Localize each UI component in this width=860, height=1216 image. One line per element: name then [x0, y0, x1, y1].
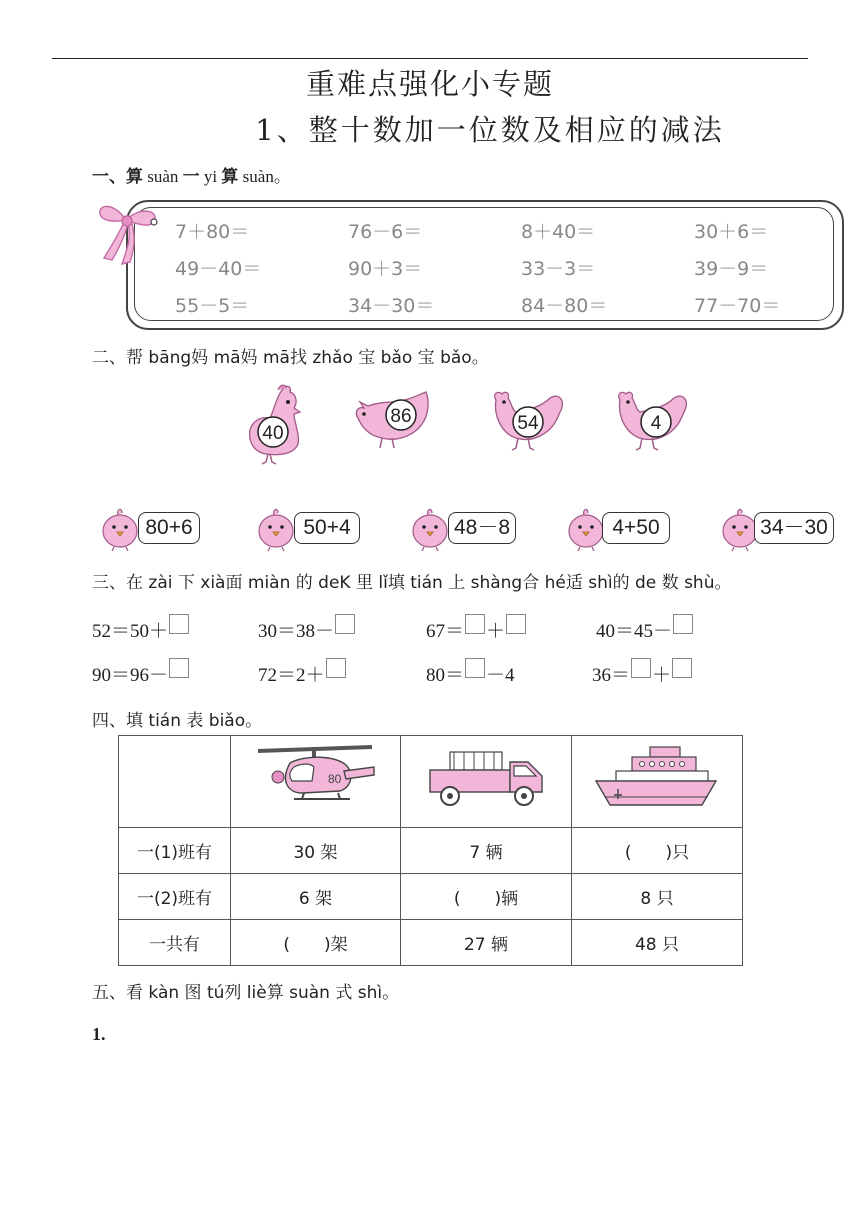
- fill-equation: 52＝50＋: [92, 614, 190, 643]
- answer-box[interactable]: [465, 658, 485, 678]
- answer-box[interactable]: [465, 614, 485, 634]
- fill-equation: 67＝ ＋: [426, 614, 527, 643]
- equation: 90＋3＝: [348, 258, 423, 280]
- table-corner: [119, 736, 231, 828]
- hen-number: 54: [517, 413, 539, 434]
- answer-box[interactable]: [672, 658, 692, 678]
- fill-equation: 36＝ ＋: [592, 658, 693, 687]
- answer-box[interactable]: [326, 658, 346, 678]
- equation: 7＋80＝: [175, 221, 250, 243]
- section1-heading: 一、算 suàn 一 yi 算 suàn。: [92, 167, 291, 187]
- truck-icon: [424, 744, 548, 814]
- hen-icon: [240, 382, 314, 466]
- chick-expression: 4+50: [602, 512, 670, 544]
- row-label: 一(1)班有: [119, 828, 231, 874]
- header-rule: [52, 58, 808, 59]
- chick-expression: 34－30: [754, 512, 834, 544]
- hen-number: 4: [650, 413, 662, 434]
- section2-heading: 二、帮 bāng妈 mā妈 mā找 zhǎo 宝 bǎo 宝 bǎo。: [92, 348, 489, 368]
- answer-box[interactable]: [506, 614, 526, 634]
- table-cell: 30 架: [231, 828, 401, 874]
- chick-icon: [100, 505, 142, 551]
- answer-box[interactable]: [673, 614, 693, 634]
- chick-expression: 48－8: [448, 512, 516, 544]
- table-cell: 8 只: [572, 874, 743, 920]
- hen-number: 40: [262, 423, 284, 444]
- page-title: 重难点强化小专题: [305, 67, 554, 101]
- chick-icon: [410, 505, 452, 551]
- hen-icon: [352, 388, 434, 454]
- section4-heading: 四、填 tián 表 biǎo。: [92, 711, 263, 731]
- section3-heading: 三、在 zài 下 xià面 miàn 的 deK 里 lǐ填 tián 上 shàng合 hé适 shì的 de 数 shù。: [92, 573, 732, 593]
- table-cell: 7 辆: [401, 828, 572, 874]
- chick-expression: 80+6: [138, 512, 200, 544]
- answer-box[interactable]: [169, 658, 189, 678]
- equation: 30＋6＝: [694, 221, 769, 243]
- helicopter-icon: [254, 741, 378, 817]
- equation: 33－3＝: [521, 258, 596, 280]
- equation: 84－80＝: [521, 295, 608, 317]
- table-cell: 6 架: [231, 874, 401, 920]
- table-cell-blank[interactable]: ( )架: [231, 920, 401, 966]
- equation: 76－6＝: [348, 221, 423, 243]
- fill-equation: 90＝96－: [92, 658, 190, 687]
- row-label: 一(2)班有: [119, 874, 231, 920]
- ship-cell: [572, 736, 743, 828]
- fill-equation: 30＝38－: [258, 614, 356, 643]
- hen-number: 86: [390, 406, 412, 427]
- row-label: 一共有: [119, 920, 231, 966]
- answer-box[interactable]: [169, 614, 189, 634]
- hen-icon: [486, 388, 566, 456]
- ribbon-icon: [96, 196, 168, 268]
- equation: 8＋40＝: [521, 221, 596, 243]
- svg-text:80: 80: [327, 772, 341, 786]
- fill-equation: 72＝2＋: [258, 658, 347, 687]
- table-cell-blank[interactable]: ( )只: [572, 828, 743, 874]
- chick-icon: [256, 505, 298, 551]
- equation: 49－40＝: [175, 258, 262, 280]
- page-subtitle: 1、整十数加一位数及相应的减法: [255, 113, 725, 147]
- equation: 39－9＝: [694, 258, 769, 280]
- equation: 77－70＝: [694, 295, 781, 317]
- ship-icon: [592, 743, 722, 815]
- fill-equation: 40＝45－: [596, 614, 694, 643]
- fill-equation: 80＝ －4: [426, 658, 515, 687]
- table-cell: 48 只: [572, 920, 743, 966]
- answer-box[interactable]: [335, 614, 355, 634]
- table-cell: 27 辆: [401, 920, 572, 966]
- helicopter-cell: [231, 736, 401, 828]
- equation: 34－30＝: [348, 295, 435, 317]
- table-cell-blank[interactable]: ( )辆: [401, 874, 572, 920]
- data-table: [118, 735, 743, 966]
- problem-number: 1.: [92, 1024, 106, 1044]
- chick-expression: 50+4: [294, 512, 360, 544]
- answer-box[interactable]: [631, 658, 651, 678]
- hen-icon: [612, 386, 692, 454]
- truck-cell: [401, 736, 572, 828]
- equation: 55－5＝: [175, 295, 250, 317]
- section5-heading: 五、看 kàn 图 tú列 liè算 suàn 式 shì。: [92, 983, 400, 1003]
